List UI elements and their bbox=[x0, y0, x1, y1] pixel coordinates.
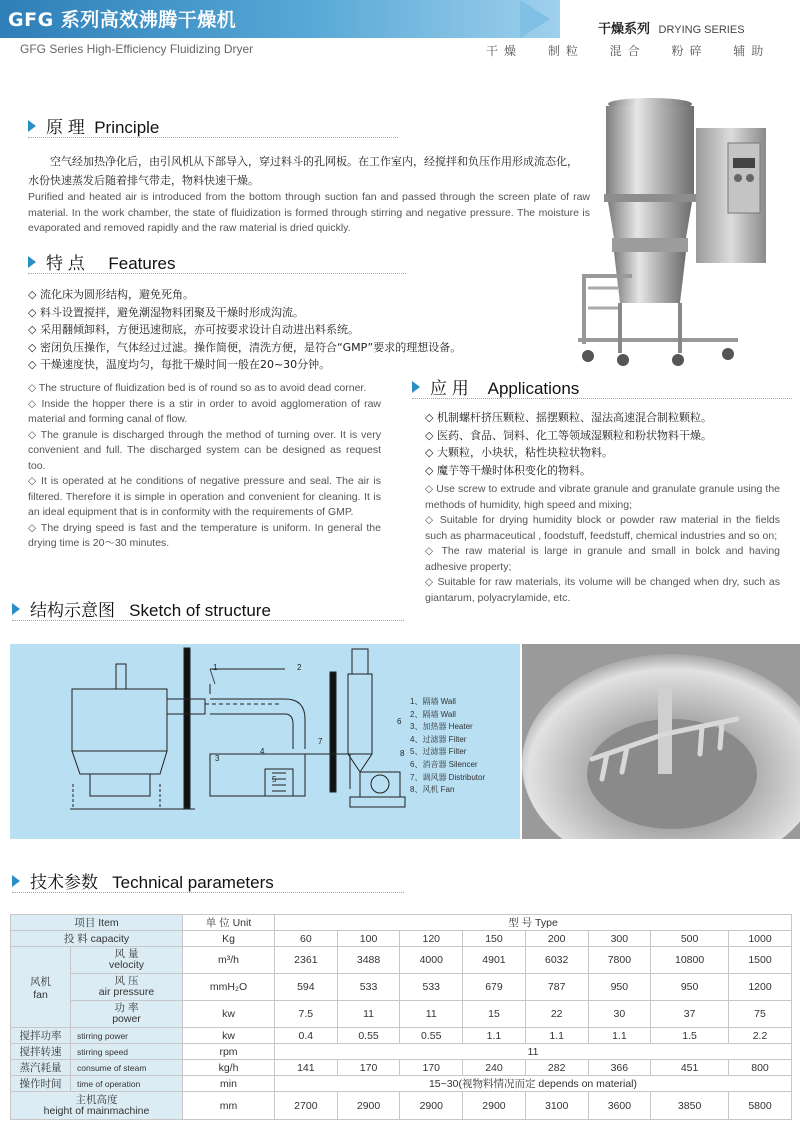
table-cell: 1000 bbox=[729, 931, 792, 947]
table-cell: 75 bbox=[729, 1001, 792, 1028]
table-cell: 15~30(视物料情况而定 depends on material) bbox=[275, 1076, 792, 1092]
table-cell: 366 bbox=[588, 1060, 651, 1076]
triangle-bullet-icon bbox=[12, 875, 20, 887]
row-unit: min bbox=[183, 1076, 275, 1092]
table-cell: 800 bbox=[729, 1060, 792, 1076]
table-cell: 120 bbox=[400, 931, 463, 947]
callout-3: 3 bbox=[215, 754, 220, 763]
list-item: ◇ 机制螺杆挤压颗粒、摇摆颗粒、湿法高速混合制粒颗粒。 bbox=[425, 411, 712, 424]
principle-heading bbox=[28, 113, 159, 138]
features-heading-cn: 特 点 bbox=[46, 254, 85, 273]
list-item: ◇ Suitable for drying humidity block or powder raw material in the fields such as pharmaceutical , foodstuff, feedstuff, chemical industries and so on; bbox=[425, 514, 780, 542]
table-cell: 300 bbox=[588, 931, 651, 947]
table-cell: 11 bbox=[400, 1001, 463, 1028]
list-item: ◇ The granule is discharged through the method of turning over. It is very convenient and full. The discharged system can be designed as request too. bbox=[28, 428, 381, 472]
legend-item: 5、过滤器 Filter bbox=[410, 747, 467, 757]
table-cell: 282 bbox=[525, 1060, 588, 1076]
table-cell: 4901 bbox=[463, 947, 526, 974]
triangle-bullet-icon bbox=[412, 381, 420, 393]
legend-item: 1、隔墙 Wall bbox=[410, 697, 456, 706]
features-heading-en: Features bbox=[108, 254, 176, 273]
row-unit: kw bbox=[183, 1028, 275, 1044]
header-arrow bbox=[520, 0, 550, 38]
table-cell: 11 bbox=[275, 1044, 792, 1060]
tech-table bbox=[10, 914, 792, 1120]
legend-item: 6、消音器 Silencer bbox=[410, 759, 478, 769]
table-cell: 0.55 bbox=[400, 1028, 463, 1044]
applications-list-en bbox=[425, 482, 780, 606]
divider bbox=[12, 620, 404, 621]
sketch-heading bbox=[12, 596, 271, 621]
list-item: ◇ 干燥速度快，温度均匀，每批干燥时间一般在20~30分钟。 bbox=[28, 358, 331, 371]
sketch-legend bbox=[410, 696, 485, 797]
table-row bbox=[11, 1076, 792, 1092]
legend-item: 7、调风器 Distributor bbox=[410, 772, 486, 782]
table-row bbox=[11, 1092, 792, 1120]
table-cell: 3100 bbox=[525, 1092, 588, 1120]
table-cell: 3600 bbox=[588, 1092, 651, 1120]
list-item: ◇ It is operated at he conditions of negative pressure and seal. The air is filtered. Therefore it is simple in operation and convenient for cleaning. It is an ideal equipment that is in conformity with the requirements of GMP. bbox=[28, 475, 381, 518]
legend-item: 4、过滤器 Filter bbox=[410, 734, 467, 744]
table-header-type: 型 号 Type bbox=[275, 915, 792, 931]
list-item: ◇ 大颗粒，小块状，粘性块粒状物料。 bbox=[425, 446, 613, 459]
features-heading bbox=[28, 249, 175, 274]
callout-8: 8 bbox=[400, 749, 405, 758]
table-cell: 15 bbox=[463, 1001, 526, 1028]
list-item: ◇ The drying speed is fast and the temperature is uniform. In general the drying time is 20～30 minutes. bbox=[28, 521, 381, 549]
table-cell: 1.5 bbox=[651, 1028, 729, 1044]
tech-heading-en: Technical parameters bbox=[112, 873, 274, 892]
series-label bbox=[598, 18, 745, 39]
principle-text-cn: 空气经加热净化后，由引风机从下部导入，穿过料斗的孔网板。在工作室内，经搅拌和负压作用形成流态化，水份快速蒸发后随着排气带走，物料快速干燥。 bbox=[28, 155, 578, 187]
structure-sketch bbox=[10, 644, 520, 839]
row-unit: m³/h bbox=[183, 947, 275, 974]
table-cell: 60 bbox=[275, 931, 338, 947]
table-row bbox=[11, 1028, 792, 1044]
applications-list-cn bbox=[425, 409, 795, 479]
list-item: ◇ 流化床为圆形结构，避免死角。 bbox=[28, 288, 194, 301]
list-item: ◇ The raw material is large in granule and small in bolck and having adhesive property; bbox=[425, 545, 780, 573]
table-cell: 5800 bbox=[729, 1092, 792, 1120]
row-label-steam-en: consume of steam bbox=[71, 1060, 183, 1076]
row-label-air-pressure: 风 压 air pressure bbox=[71, 974, 183, 1001]
table-cell: 11 bbox=[337, 1001, 400, 1028]
table-cell: 0.55 bbox=[337, 1028, 400, 1044]
table-cell: 7800 bbox=[588, 947, 651, 974]
row-unit: rpm bbox=[183, 1044, 275, 1060]
table-cell: 533 bbox=[337, 974, 400, 1001]
table-row bbox=[11, 947, 792, 974]
table-row bbox=[11, 974, 792, 1001]
table-header-unit: 单 位 Unit bbox=[183, 915, 275, 931]
table-row bbox=[11, 1060, 792, 1076]
triangle-bullet-icon bbox=[28, 120, 36, 132]
table-cell: 200 bbox=[525, 931, 588, 947]
list-item: ◇ 魔芋等干燥时体积变化的物料。 bbox=[425, 463, 591, 477]
applications-heading bbox=[412, 374, 579, 399]
table-cell: 1.1 bbox=[525, 1028, 588, 1044]
table-cell: 6032 bbox=[525, 947, 588, 974]
table-cell: 2900 bbox=[400, 1092, 463, 1120]
table-cell: 7.5 bbox=[275, 1001, 338, 1028]
table-cell: 1.1 bbox=[463, 1028, 526, 1044]
tech-heading-cn: 技术参数 bbox=[30, 873, 98, 892]
table-cell: 100 bbox=[337, 931, 400, 947]
table-cell: 10800 bbox=[651, 947, 729, 974]
row-label-capacity: 投 料 capacity bbox=[11, 931, 183, 947]
table-cell: 2700 bbox=[275, 1092, 338, 1120]
callout-2: 2 bbox=[297, 663, 302, 672]
list-item: ◇ Suitable for raw materials, its volume will be changed when dry, such as giantarum, polyacrylamide, etc. bbox=[425, 576, 780, 604]
divider bbox=[412, 398, 792, 399]
callout-6: 6 bbox=[397, 717, 402, 726]
mixer-interior-photo bbox=[522, 644, 800, 839]
table-cell: 3488 bbox=[337, 947, 400, 974]
table-row bbox=[11, 1044, 792, 1060]
table-header-item: 项目 Item bbox=[11, 915, 183, 931]
table-cell: 150 bbox=[463, 931, 526, 947]
row-label-operation-time-en: time of operation bbox=[71, 1076, 183, 1092]
row-unit: mm bbox=[183, 1092, 275, 1120]
row-label-power: 功 率 power bbox=[71, 1001, 183, 1028]
table-cell: 0.4 bbox=[275, 1028, 338, 1044]
sketch-heading-cn: 结构示意图 bbox=[30, 601, 115, 620]
series-label-en: DRYING SERIES bbox=[658, 24, 745, 36]
table-cell: 679 bbox=[463, 974, 526, 1001]
page-subtitle: GFG Series High-Efficiency Fluidizing Dryer bbox=[20, 42, 254, 56]
table-cell: 37 bbox=[651, 1001, 729, 1028]
row-label-steam-cn: 蒸汽耗量 bbox=[11, 1060, 71, 1076]
legend-item: 8、风机 Fan bbox=[410, 785, 455, 795]
list-item: ◇ Inside the hopper there is a stir in order to avoid agglomeration of raw material and forming canal of flow. bbox=[28, 397, 381, 425]
row-label-stirring-power-cn: 搅拌功率 bbox=[11, 1028, 71, 1044]
table-cell: 787 bbox=[525, 974, 588, 1001]
row-label-operation-time-cn: 操作时间 bbox=[11, 1076, 71, 1092]
table-cell: 500 bbox=[651, 931, 729, 947]
features-list-en bbox=[28, 381, 381, 552]
legend-item: 3、加热器 Heater bbox=[410, 722, 473, 732]
table-cell: 950 bbox=[588, 974, 651, 1001]
table-cell: 1.1 bbox=[588, 1028, 651, 1044]
row-label-height: 主机高度 height of mainmachine bbox=[11, 1092, 183, 1120]
sketch-heading-en: Sketch of structure bbox=[129, 601, 271, 620]
row-unit: kw bbox=[183, 1001, 275, 1028]
table-cell: 3850 bbox=[651, 1092, 729, 1120]
series-label-cn: 干燥系列 bbox=[598, 22, 651, 37]
principle-text-en: Purified and heated air is introduced from the bottom through suction fan and passed through the screen plate of raw material. In the work chamber, the state of fluidization is formed through stirring and negative pressure. The moisture is evaporated and removed rapidly and the raw material is dried quickly. bbox=[28, 191, 590, 234]
divider bbox=[28, 137, 398, 138]
row-label-stirring-speed-en: stirring speed bbox=[71, 1044, 183, 1060]
table-cell: 170 bbox=[337, 1060, 400, 1076]
category-list: 干燥 制粒 混合 粉碎 辅助 bbox=[486, 44, 770, 58]
callout-1: 1 bbox=[213, 663, 218, 672]
row-unit: mmH₂O bbox=[183, 974, 275, 1001]
applications-heading-cn: 应 用 bbox=[430, 379, 469, 398]
divider bbox=[12, 892, 404, 893]
callout-4: 4 bbox=[260, 747, 265, 756]
table-cell: 240 bbox=[463, 1060, 526, 1076]
table-cell: 2900 bbox=[337, 1092, 400, 1120]
page-title: GFG 系列高效沸腾干燥机 bbox=[8, 9, 237, 31]
principle-heading-cn: 原 理 bbox=[46, 118, 85, 137]
table-cell: 2.2 bbox=[729, 1028, 792, 1044]
table-header-row bbox=[11, 915, 792, 931]
list-item: ◇ Use screw to extrude and vibrate granule and granulate granule using the methods of humidity, high speed and mixing; bbox=[425, 483, 780, 511]
table-cell: 30 bbox=[588, 1001, 651, 1028]
triangle-bullet-icon bbox=[28, 256, 36, 268]
row-label-velocity: 风 量 velocity bbox=[71, 947, 183, 974]
list-item: ◇ 密闭负压操作，气体经过过滤。操作简便，清洗方便，是符合“GMP”要求的理想设备。 bbox=[28, 340, 462, 354]
list-item: ◇ 料斗设置搅拌，避免潮湿物料团聚及干燥时形成沟流。 bbox=[28, 305, 304, 319]
table-cell: 141 bbox=[275, 1060, 338, 1076]
principle-heading-en: Principle bbox=[94, 118, 160, 137]
features-list-cn bbox=[28, 286, 588, 374]
dryer-machine-photo bbox=[578, 98, 800, 368]
row-label-stirring-power-en: stirring power bbox=[71, 1028, 183, 1044]
legend-item: 2、隔墙 Wall bbox=[410, 709, 456, 719]
triangle-bullet-icon bbox=[12, 603, 20, 615]
table-row bbox=[11, 1001, 792, 1028]
tech-heading bbox=[12, 868, 274, 893]
table-cell: 2361 bbox=[275, 947, 338, 974]
table-cell: 451 bbox=[651, 1060, 729, 1076]
table-row bbox=[11, 931, 792, 947]
table-cell: 533 bbox=[400, 974, 463, 1001]
row-label-fan: 风机 fan bbox=[11, 947, 71, 1028]
applications-heading-en: Applications bbox=[487, 379, 580, 398]
callout-5: 5 bbox=[272, 775, 277, 784]
list-item: ◇ 医药、食品、饲料、化工等领域湿颗粒和粉状物料干燥。 bbox=[425, 428, 712, 442]
table-cell: 594 bbox=[275, 974, 338, 1001]
table-cell: 170 bbox=[400, 1060, 463, 1076]
table-cell: 1500 bbox=[729, 947, 792, 974]
table-cell: 22 bbox=[525, 1001, 588, 1028]
callout-7: 7 bbox=[318, 737, 323, 746]
table-cell: 1200 bbox=[729, 974, 792, 1001]
table-cell: 2900 bbox=[463, 1092, 526, 1120]
row-unit: Kg bbox=[183, 931, 275, 947]
divider bbox=[28, 273, 406, 274]
row-unit: kg/h bbox=[183, 1060, 275, 1076]
table-cell: 950 bbox=[651, 974, 729, 1001]
list-item: ◇ 采用翻倾卸料，方便迅速彻底，亦可按要求设计自动进出料系统。 bbox=[28, 323, 359, 336]
table-cell: 4000 bbox=[400, 947, 463, 974]
row-label-stirring-speed-cn: 搅拌转速 bbox=[11, 1044, 71, 1060]
list-item: ◇ The structure of fluidization bed is of round so as to avoid dead corner. bbox=[28, 382, 367, 394]
